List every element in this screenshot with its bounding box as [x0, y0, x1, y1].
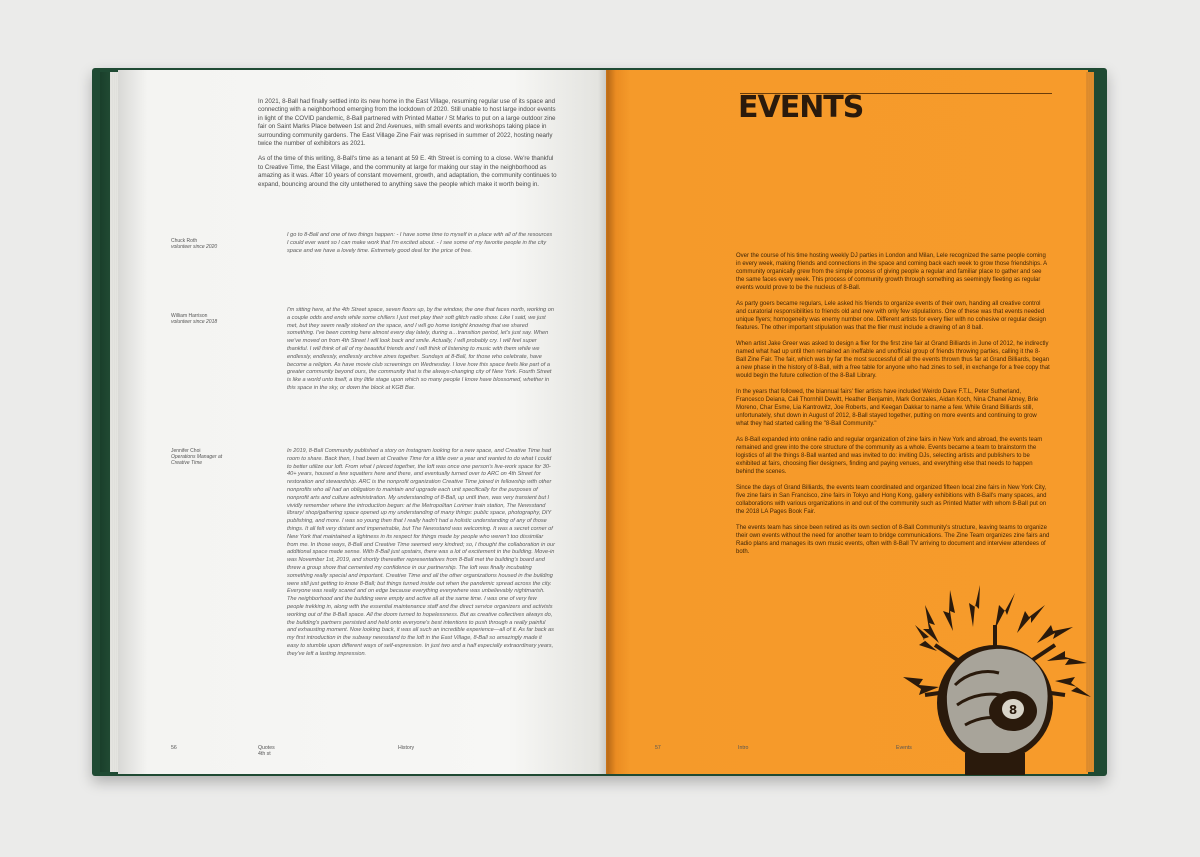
- body-paragraph: As 8-Ball expanded into online radio and regular organization of zine fairs in New York and abroad, the events team remained and grew into the core structure of the community as a whole. Events became a team to brainstorm the logistics of all the things 8-Ball wanted and was invited to do: inviting DJs, selecting artists and publishers to be exhibited at fairs, choosing flier designers, finding and paying venues, and everything else that needs to happen behind the scenes.: [736, 436, 1043, 476]
- intro-paragraph: In 2021, 8-Ball had finally settled into its new home in the East Village, resuming regular use of its space and connecting with a neighborhood emerging from the lockdown of 2020. Still unable to host large indoor events in light of the COVID pandemic, 8-Ball partnered with Printed Matter / St Marks to put on a large outdoor zine fair on Saint Marks Place between 1st and 2nd Avenues, with small events and workshops taking place in surrounding community gardens. The East Village Zine Fair was reprised in summer of 2022, hosting nearly twice the number of exhibitors as 2021.: [258, 98, 556, 148]
- book-gutter: [598, 70, 616, 774]
- quote-author: [171, 238, 217, 250]
- ball-number: 8: [1008, 703, 1018, 717]
- quote-text: I'm sitting here, at the 4th Street space, seven floors up, by the window, the one that faces north, working on a couple odds and ends while some chillers I just met play their soft glitch radio show. Like I said, we just met, but they seem really stoked on the space, and I will go home tonight knowing that we shared something. I've been coming here almost every day lately, during a…transition period, let's just say. When we've moved on from 4th Street I will look back and smile. Actually, I will probably cry. I will feel super thankful. I will think of all of my beautiful friends and I will think of listening to music with them while we endlessly, endlessly, endlessly archive zines together. Sundays at 8-Ball, for those who celebrate, have become a religion. As have movie club screenings on Wednesday. I love how this space feels like part of a greater community beyond ours, the community that is the always-changing city of New York. Fourth Street is like a world unto itself, a tiny little stage upon which so many people I know have blossomed, whether in this space in the sky, or down the block at KGB Bar.: [287, 307, 554, 391]
- quote-author-name: Jennifer Choi: [171, 448, 201, 454]
- footer-section-label: Quotes: [258, 745, 275, 751]
- quote-text: In 2019, 8-Ball Community published a story on Instagram looking for a new space, and Creative Time had room to share. Back then, I had been at Creative Time for a little over a year and wanted to do what I could to better utilize our loft. From what I pieced together, the loft was once one person's live-work space for 30-40+ years, housed a few squatters here and there, and eventually turned over to ARC on 4th Street for restoration and stewardship. ARC is the nonprofit organization Creative Time joined in fellowship with other nonprofits who all had an obligation to maintain and upgrade each unit specifically for the purposes of nonprofit arts and culture administration. My understanding of 8-Ball, up until then, was very transient but I vividly remember where the introduction began: at the Metropolitan Lorimer train station, The Newsstand library/ shop/gathering space opened up my understanding of many things: public space, photography, DIY publishing, and more. I was so young then that I really hadn't had a holistic understanding of any of those things. It all felt very distant and impenetrable, but The Newsstand was welcoming. It was a secret corner of New York that maintained a lightness in its respect for things made by people who weren't too dissimilar from me. In those ways, 8-Ball and Creative Time seemed very kindred; so, I thought the collaboration in our additional space made sense. With 8-Ball just upstairs, there was a lot of excitement in the building. Move-in was November 1st, 2019, and shortly thereafter representatives from 8-Ball met the building's board and threw a group show that cemented my confidence in our partnership. The loft was finally incubating something really special and important. Creative Time and all the other organizations housed in the building were still just getting to know 8-Ball; but things turned inside out when the pandemic spread across the city. Everyone was really scared and on edge because everything everywhere was unbelievably nightmarish. The neighborhood and the building were empty and active all at the same time. I was one of very few people trekking in, along with the essential maintenance staff and the direct service organizers and activists working out of the 8-Ball space. All the doom turned to hopelessness. But as creative collectives always do, the building's partners persisted and held onto everyone's best intentions to push through a really painful and exhausting moment. Now looking back, it was all such an incredible experience—all of it. As far back as my first introduction in the subway newsstand to the loft in the East Village, 8-Ball so amazingly made it easy to stumble upon different ways of self-expression. In just two and a half especially extraordinary years, they've left a lasting impression.: [287, 448, 555, 657]
- page-number-left: 56: [171, 745, 177, 751]
- page-number-right: 57: [655, 745, 661, 751]
- quote-author-role: Operations Manager at Creative Time: [171, 454, 223, 466]
- hand-wrist: [965, 753, 1025, 775]
- quote-text: I go to 8-Ball and one of two things happen: - I have some time to myself in a place with all of the resources I could ever want so I can make work that I'm excited about. - I see some of my favorite people in the city space and we have a lovely time. Extremely good deal for the price of free.: [287, 232, 553, 254]
- footer-section-right: Intro: [738, 745, 749, 751]
- body-paragraph: In the years that followed, the biannual fairs' flier artists have included Weirdo Dave F.T.L, Peter Sutherland, Francesco Deiana, Cali Thornhill Dewitt, Heather Benjamin, Mark Gonzales, Aidan Koch, Nina Chanel Abney, Brie Moreno, Char Esme, Lia Kantrowitz, Joe Roberts, and Keegan Dakkar to name a few. While Grand Billiards still, unfortunately, shut down in August of 2012, 8-Ball stayed together, putting on more events and continuing to grow what they had started calling the "8-Ball Community.": [736, 388, 1039, 428]
- footer-section-left: [258, 745, 275, 757]
- history-intro: [258, 98, 558, 196]
- body-paragraph: Over the course of his time hosting weekly DJ parties in London and Milan, Lele recognized the same people coming in every week, making friends and connections in the space and coming back each week to grow those friendships. A community organically grew from the simple process of giving people a regular and familiar place to gather and see the same faces every week. This process of community growth through something as seemingly fleeting as regular events would prove to be the nucleus of 8-Ball.: [736, 253, 1047, 292]
- quote-author: [171, 313, 217, 325]
- events-body: [736, 252, 1050, 564]
- quote-author: [171, 448, 231, 466]
- footer-chapter-left: History: [398, 745, 415, 751]
- body-paragraph: Since the days of Grand Billiards, the events team coordinated and organized fifteen local zine fairs in New York City, five zine fairs in San Francisco, zine fairs in Tokyo and Hong Kong, gallery exhibitions with 8-Ball's many spaces, and collaborations with various organizations in and out of the community such as Printed Matter with whom 8-Ball put on the 2018 LA Pages Book Fair.: [736, 484, 1047, 516]
- footer-section-sub: 4th st: [258, 751, 271, 757]
- footer-chapter-right: Events: [896, 745, 912, 751]
- intro-paragraph: As of the time of this writing, 8-Ball's time as a tenant at 59 E. 4th Street is coming to a close. We're thankful to Creative Time, the East Village, and the community at large for making our stay in the neighborhood as amazing as it was. After 10 years of constant movement, growth, and adaptation, the community continues to expand, bouncing around the city untethered to anything save the people which make it worth being in.: [258, 155, 557, 188]
- body-paragraph: When artist Jake Greer was asked to design a flier for the first zine fair at Grand Billiards in June of 2012, he indirectly named what had up until then remained an ineffable and unofficial group of friends throwing parties, calling it the 8-Ball Zine Fair. The fair, which was by far the most successful of all the events thrown thus far at Grand Billiards, began a new phase in the history of 8-Ball, with a free table for anyone who had zines to sell, in exchange for a free copy that would begin the future collection of the 8-Ball Library.: [736, 340, 1050, 380]
- body-paragraph: As party goers became regulars, Lele asked his friends to organize events of their own, handing all creative control and curatorial responsibilities to friends old and new with only few stipulations. One of these was that events needed unique flyers; homogeneity was enemy number one. Different artists for every flier with no cohesive or regular design features. The other important stipulation was that the flier must include a drawing of an 8 ball.: [736, 300, 1047, 332]
- quote-author-role: volunteer since 2020: [171, 244, 218, 250]
- eight-ball-hand-icon: [895, 585, 1095, 775]
- body-paragraph: The events team has since been retired as its own section of 8-Ball Community's structure, leaving teams to organize their own events without the need for another team to bridge communications. The Zine Team organizes zine fairs and Radio plans and manages its own music events, often with 8-Ball TV arriving to document and interview attendees of both.: [736, 524, 1050, 555]
- page-title: EVENTS: [738, 90, 864, 125]
- quote-author-role: volunteer since 2018: [171, 319, 218, 325]
- quote-author-name: Chuck Roth: [171, 238, 198, 244]
- quote-author-name: William Harrison: [171, 313, 208, 319]
